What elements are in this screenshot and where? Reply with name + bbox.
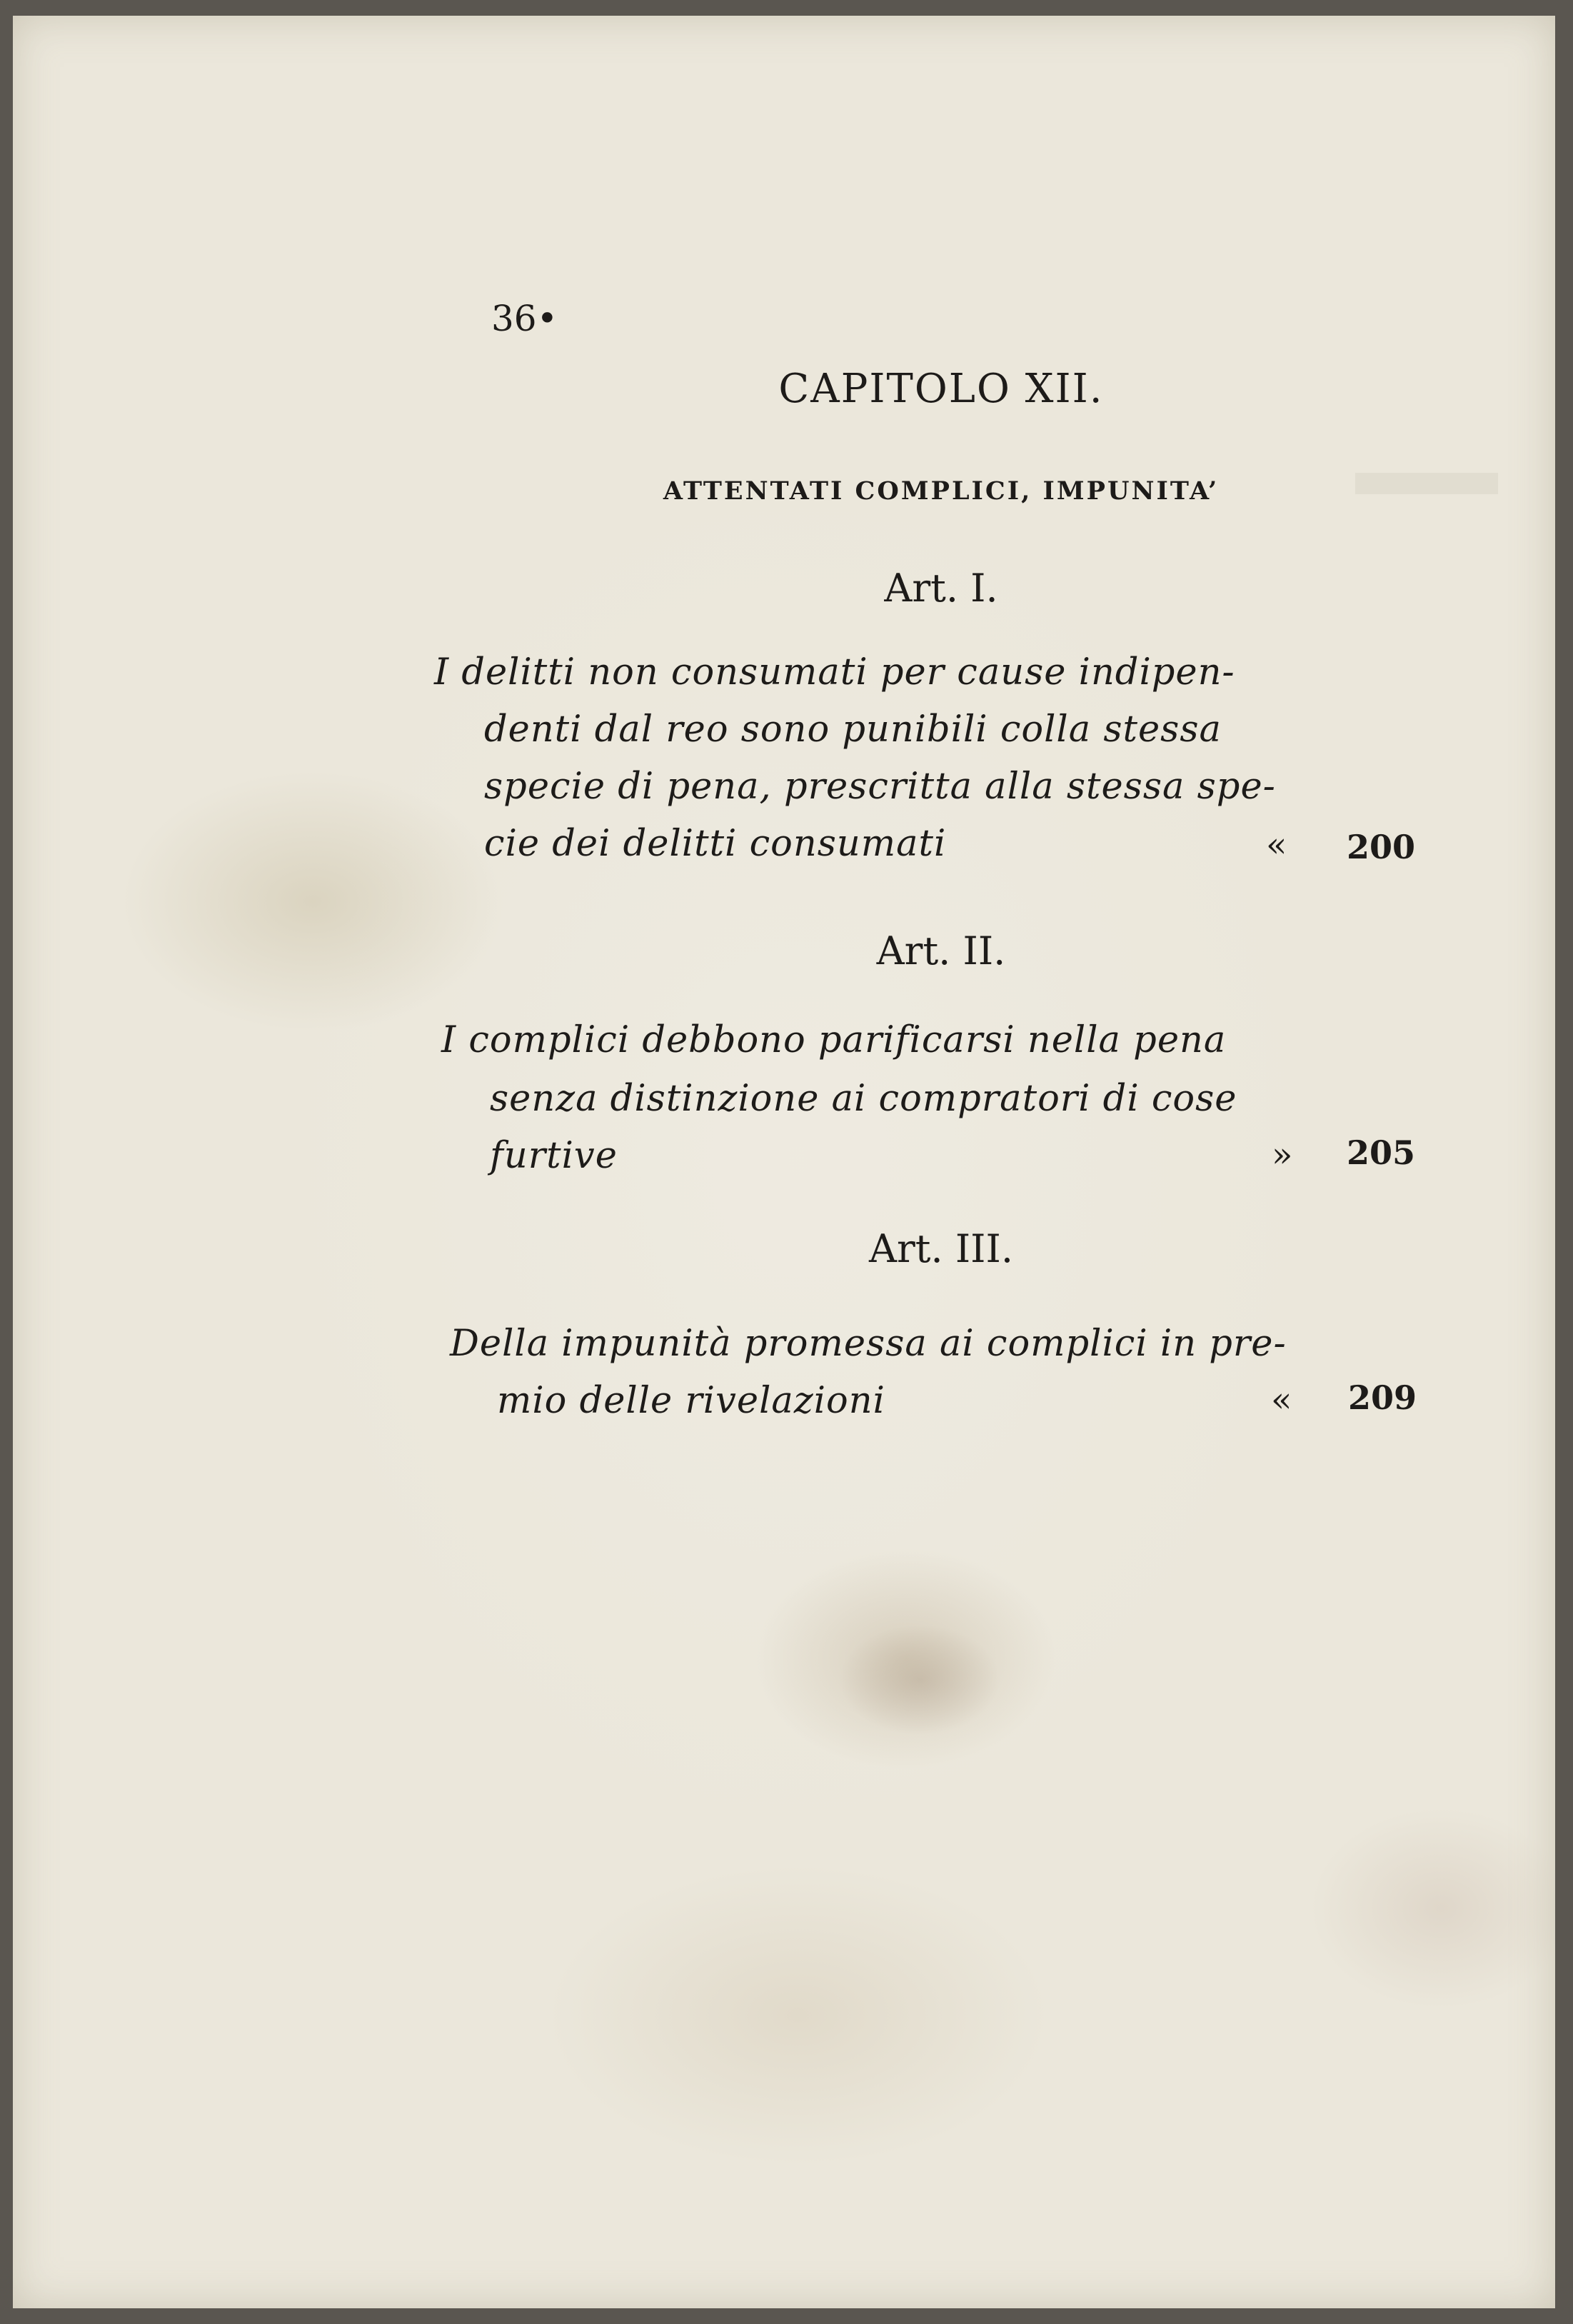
article-text-line: furtive (490, 1135, 618, 1177)
article-text-line: denti dal reo sono punibili colla stessa (484, 708, 1222, 751)
article-text-line: Della impunità promessa ai complici in pre- (450, 1323, 1287, 1365)
chapter-title: CAPITOLO XII. (778, 366, 1104, 412)
article-text-line: specie di pena, prescritta alla stessa spe- (484, 766, 1276, 808)
page-reference: 205 (1347, 1133, 1416, 1172)
article-text-line: mio delle rivelazioni (497, 1380, 885, 1422)
article-text-line: senza distinzione ai compratori di cose (490, 1078, 1237, 1120)
reference-mark: « (1266, 825, 1287, 865)
article-text-line: I delitti non consumati per cause indipen- (434, 651, 1235, 693)
reference-mark: « (1271, 1380, 1292, 1420)
article-heading: Art. I. (884, 566, 998, 611)
chapter-subtitle: ATTENTATI COMPLICI, IMPUNITA’ (663, 476, 1220, 506)
reference-mark: » (1272, 1135, 1293, 1175)
article-heading: Art. III. (869, 1226, 1013, 1271)
page-reference: 200 (1347, 828, 1416, 866)
article-text-line: cie dei delitti consumati (484, 823, 947, 865)
book-page (13, 16, 1555, 2308)
article-heading: Art. II. (876, 928, 1006, 973)
page-number: 36• (491, 298, 558, 339)
page-reference: 209 (1348, 1378, 1417, 1417)
article-text-line: I complici debbono parificarsi nella pena (441, 1019, 1227, 1061)
